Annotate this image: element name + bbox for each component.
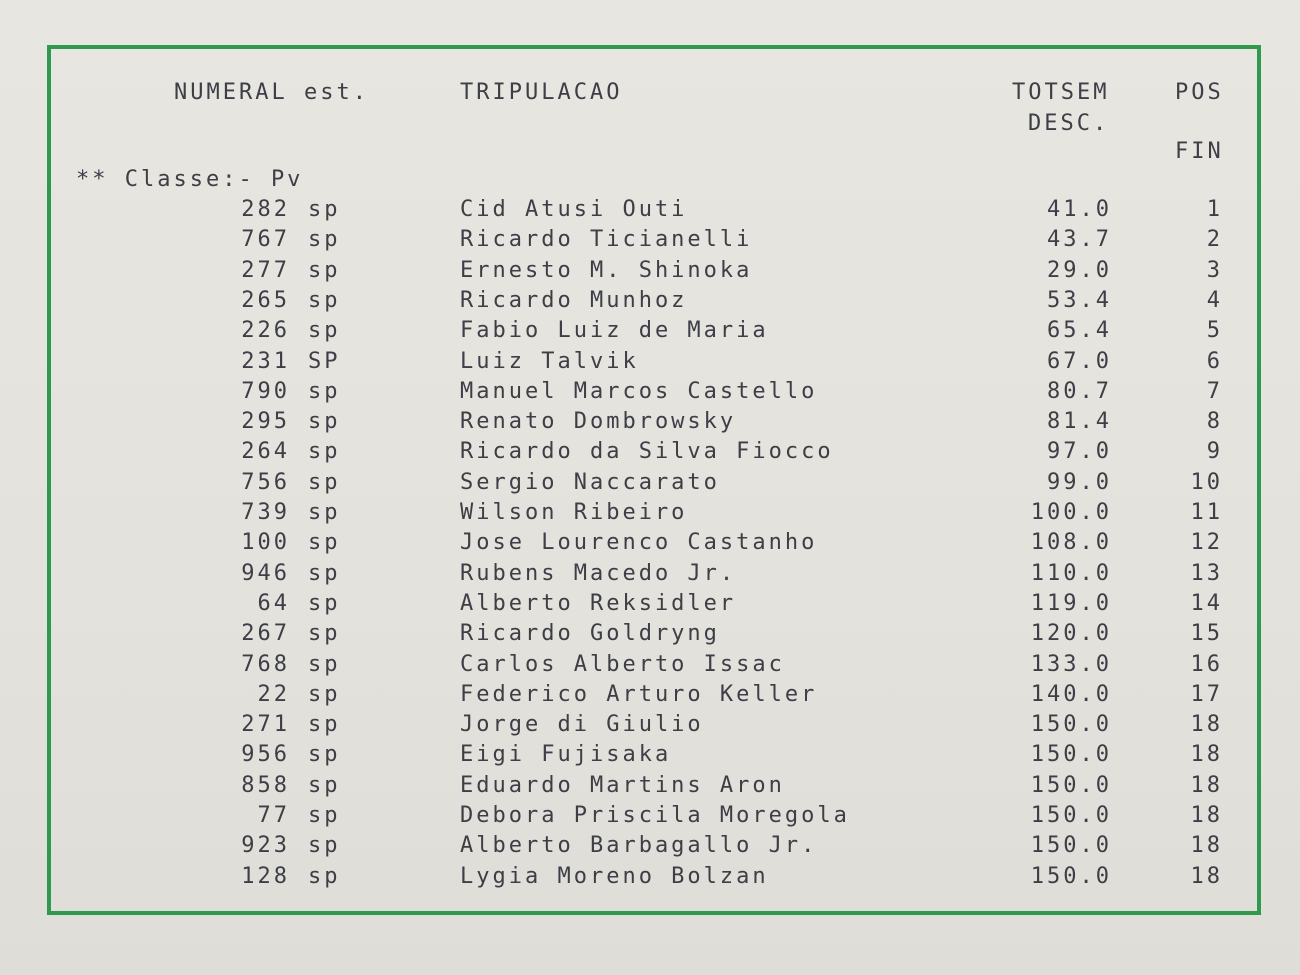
row-position: 18 bbox=[1190, 833, 1223, 859]
row-total: 80.7 bbox=[1047, 378, 1112, 404]
table-row bbox=[0, 712, 1300, 742]
row-crew-name: Eduardo Martins Aron bbox=[460, 772, 785, 798]
row-crew-name: Ricardo Ticianelli bbox=[460, 227, 753, 253]
row-numeral: 265 bbox=[241, 287, 290, 313]
row-total: 99.0 bbox=[1047, 469, 1112, 495]
row-crew-name: Fabio Luiz de Maria bbox=[460, 318, 769, 344]
row-position: 15 bbox=[1190, 621, 1223, 647]
row-crew-name: Federico Arturo Keller bbox=[460, 681, 818, 707]
row-crew-name: Carlos Alberto Issac bbox=[460, 651, 785, 677]
row-numeral: 100 bbox=[241, 530, 290, 556]
row-state: sp bbox=[308, 409, 341, 435]
row-numeral: 295 bbox=[241, 409, 290, 435]
header-fin: FIN bbox=[1175, 139, 1224, 164]
header-pos: POS bbox=[1175, 80, 1224, 105]
table-row bbox=[0, 500, 1300, 530]
row-total: 150.0 bbox=[1030, 803, 1112, 828]
table-row bbox=[0, 379, 1300, 409]
row-state: SP bbox=[308, 348, 341, 374]
row-numeral: 858 bbox=[241, 772, 290, 798]
table-row bbox=[0, 652, 1300, 682]
row-total: 43.7 bbox=[1047, 227, 1112, 253]
row-position: 7 bbox=[1206, 378, 1223, 404]
row-crew-name: Ernesto M. Shinoka bbox=[460, 257, 753, 283]
row-state: sp bbox=[308, 560, 341, 586]
row-position: 13 bbox=[1190, 560, 1223, 586]
row-crew-name: Manuel Marcos Castello bbox=[460, 378, 818, 404]
row-total: 97.0 bbox=[1047, 439, 1112, 465]
header-numeral: NUMERAL est. bbox=[174, 80, 369, 105]
row-crew-name: Jose Lourenco Castanho bbox=[460, 530, 818, 556]
row-state: sp bbox=[308, 500, 341, 525]
row-position: 14 bbox=[1190, 590, 1223, 616]
row-position: 17 bbox=[1190, 681, 1223, 707]
row-state: sp bbox=[308, 681, 341, 707]
row-position: 16 bbox=[1190, 651, 1223, 677]
row-numeral: 956 bbox=[241, 742, 290, 768]
row-state: sp bbox=[308, 318, 341, 344]
row-total: 120.0 bbox=[1030, 621, 1112, 647]
row-crew-name: Luiz Talvik bbox=[460, 348, 639, 374]
row-total: 133.0 bbox=[1030, 651, 1112, 677]
row-position: 18 bbox=[1190, 742, 1223, 768]
row-position: 18 bbox=[1190, 803, 1223, 828]
table-row bbox=[0, 591, 1300, 621]
row-crew-name: Ricardo Munhoz bbox=[460, 287, 688, 313]
table-row bbox=[0, 773, 1300, 803]
table-row bbox=[0, 227, 1300, 257]
row-numeral: 264 bbox=[241, 439, 290, 465]
row-state: sp bbox=[308, 197, 341, 222]
row-numeral: 756 bbox=[241, 469, 290, 495]
table-row bbox=[0, 530, 1300, 560]
row-crew-name: Alberto Barbagallo Jr. bbox=[460, 833, 818, 859]
row-crew-name: Debora Priscila Moregola bbox=[460, 803, 850, 828]
row-state: sp bbox=[308, 439, 341, 465]
row-position: 9 bbox=[1206, 439, 1223, 465]
row-position: 11 bbox=[1190, 500, 1223, 525]
row-total: 53.4 bbox=[1047, 287, 1112, 313]
row-numeral: 77 bbox=[257, 803, 290, 828]
row-state: sp bbox=[308, 378, 341, 404]
row-position: 4 bbox=[1206, 287, 1223, 313]
row-state: sp bbox=[308, 530, 341, 556]
row-total: 108.0 bbox=[1030, 530, 1112, 556]
row-crew-name: Wilson Ribeiro bbox=[460, 500, 688, 525]
row-numeral: 790 bbox=[241, 378, 290, 404]
row-numeral: 22 bbox=[257, 681, 290, 707]
row-crew-name: Ricardo Goldryng bbox=[460, 621, 720, 647]
row-position: 10 bbox=[1190, 469, 1223, 495]
row-total: 81.4 bbox=[1047, 409, 1112, 435]
row-numeral: 226 bbox=[241, 318, 290, 344]
row-total: 119.0 bbox=[1030, 590, 1112, 616]
row-crew-name: Lygia Moreno Bolzan bbox=[460, 863, 769, 889]
row-numeral: 946 bbox=[241, 560, 290, 586]
row-numeral: 64 bbox=[257, 590, 290, 616]
row-position: 18 bbox=[1190, 712, 1223, 738]
table-row bbox=[0, 439, 1300, 469]
row-crew-name: Sergio Naccarato bbox=[460, 469, 720, 495]
row-position: 18 bbox=[1190, 772, 1223, 798]
row-numeral: 739 bbox=[241, 500, 290, 525]
row-state: sp bbox=[308, 590, 341, 616]
row-state: sp bbox=[308, 772, 341, 798]
row-position: 18 bbox=[1190, 863, 1223, 889]
row-total: 29.0 bbox=[1047, 257, 1112, 283]
row-state: sp bbox=[308, 651, 341, 677]
row-total: 140.0 bbox=[1030, 681, 1112, 707]
row-total: 150.0 bbox=[1030, 833, 1112, 859]
table-row bbox=[0, 470, 1300, 500]
row-total: 150.0 bbox=[1030, 772, 1112, 798]
row-state: sp bbox=[308, 742, 341, 768]
row-total: 41.0 bbox=[1047, 197, 1112, 222]
row-crew-name: Ricardo da Silva Fiocco bbox=[460, 439, 834, 465]
row-state: sp bbox=[308, 287, 341, 313]
table-row bbox=[0, 258, 1300, 288]
table-row bbox=[0, 742, 1300, 772]
row-position: 1 bbox=[1206, 197, 1223, 222]
row-crew-name: Renato Dombrowsky bbox=[460, 409, 737, 435]
header-tripulacao: TRIPULACAO bbox=[460, 80, 623, 105]
row-total: 150.0 bbox=[1030, 742, 1112, 768]
row-total: 150.0 bbox=[1030, 863, 1112, 889]
row-state: sp bbox=[308, 469, 341, 495]
row-numeral: 277 bbox=[241, 257, 290, 283]
row-crew-name: Alberto Reksidler bbox=[460, 590, 737, 616]
row-position: 12 bbox=[1190, 530, 1223, 556]
row-position: 3 bbox=[1206, 257, 1223, 283]
row-state: sp bbox=[308, 621, 341, 647]
row-numeral: 282 bbox=[241, 197, 290, 222]
row-state: sp bbox=[308, 803, 341, 828]
row-total: 67.0 bbox=[1047, 348, 1112, 374]
row-crew-name: Cid Atusi Outi bbox=[460, 197, 688, 222]
row-numeral: 923 bbox=[241, 833, 290, 859]
row-numeral: 231 bbox=[241, 348, 290, 374]
table-row bbox=[0, 197, 1300, 227]
table-row bbox=[0, 349, 1300, 379]
row-total: 65.4 bbox=[1047, 318, 1112, 344]
row-total: 110.0 bbox=[1030, 560, 1112, 586]
row-state: sp bbox=[308, 257, 341, 283]
row-crew-name: Jorge di Giulio bbox=[460, 712, 704, 738]
table-row bbox=[0, 288, 1300, 318]
row-numeral: 128 bbox=[241, 863, 290, 889]
row-position: 6 bbox=[1206, 348, 1223, 374]
table-row bbox=[0, 864, 1300, 894]
row-position: 2 bbox=[1206, 227, 1223, 253]
row-total: 150.0 bbox=[1030, 712, 1112, 738]
row-numeral: 271 bbox=[241, 712, 290, 738]
header-desc: DESC. bbox=[1028, 111, 1110, 136]
table-row bbox=[0, 409, 1300, 439]
table-row bbox=[0, 803, 1300, 833]
row-numeral: 768 bbox=[241, 651, 290, 677]
table-row bbox=[0, 561, 1300, 591]
header-totsem: TOTSEM bbox=[1012, 80, 1110, 105]
row-position: 5 bbox=[1206, 318, 1223, 344]
row-state: sp bbox=[308, 833, 341, 859]
row-numeral: 267 bbox=[241, 621, 290, 647]
row-position: 8 bbox=[1206, 409, 1223, 435]
table-row bbox=[0, 318, 1300, 348]
table-row bbox=[0, 621, 1300, 651]
row-total: 100.0 bbox=[1030, 500, 1112, 525]
row-numeral: 767 bbox=[241, 227, 290, 253]
row-state: sp bbox=[308, 227, 341, 253]
table-row bbox=[0, 682, 1300, 712]
row-crew-name: Eigi Fujisaka bbox=[460, 742, 672, 768]
section-label: ** Classe:- Pv bbox=[76, 167, 304, 192]
table-row bbox=[0, 833, 1300, 863]
row-state: sp bbox=[308, 863, 341, 889]
row-state: sp bbox=[308, 712, 341, 738]
row-crew-name: Rubens Macedo Jr. bbox=[460, 560, 737, 586]
